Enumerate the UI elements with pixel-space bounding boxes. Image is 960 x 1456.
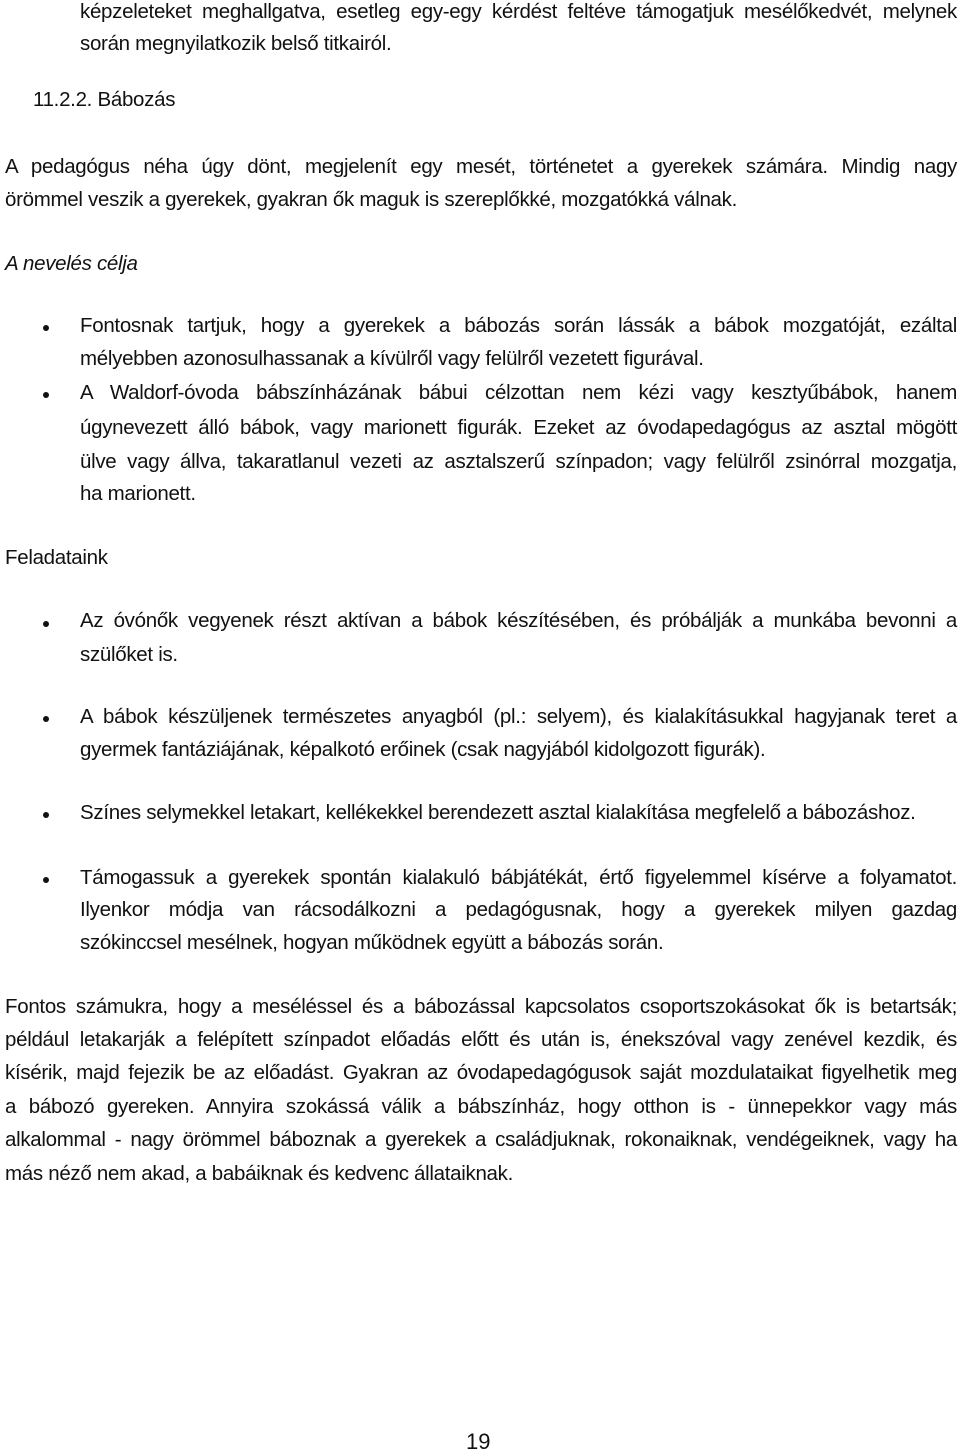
closing-para-line-4: a bábozó gyereken. Annyira szokássá válik a bábszínház, hogy otthon is - ünnepekkor vagy más — [5, 1095, 957, 1118]
page-number: 19 — [466, 1429, 491, 1454]
task-bullet-2-line-2: gyermek fantáziájának, képalkotó erőinek (csak nagyjából kidolgozott figurák). — [80, 738, 766, 761]
bullet-icon — [43, 325, 49, 331]
closing-para-line-5: alkalommal - nagy örömmel báboznak a gyerekek a családjuknak, rokonaiknak, vendégeiknek, vagy ha — [5, 1128, 957, 1151]
goal-bullet-2-line-1: A Waldorf-óvoda bábszínházának bábui célzottan nem kézi vagy kesztyűbábok, hanem — [80, 381, 957, 404]
bullet-icon — [43, 812, 49, 818]
goal-bullet-1-line-2: mélyebben azonosulhassanak a kívülről vagy felülről vezetett figurával. — [80, 347, 704, 370]
section-para-line-1: A pedagógus néha úgy dönt, megjelenít egy mesét, történetet a gyerekek számára. Mindig nagy — [5, 155, 957, 178]
bullet-icon — [43, 621, 49, 627]
task-bullet-1-line-2: szülőket is. — [80, 643, 178, 666]
closing-para-line-1: Fontos számukra, hogy a meséléssel és a bábozással kapcsolatos csoportszokásokat ők is betartsák; — [5, 995, 957, 1018]
task-bullet-2-line-1: A bábok készüljenek természetes anyagból (pl.: selyem), és kialakításukkal hagyjanak teret a — [80, 705, 957, 728]
goal-bullet-2-line-3: ülve vagy állva, takaratlanul vezeti az asztalszerű színpadon; vagy felülről zsinórral mozgatja, — [80, 450, 957, 473]
section-heading: 11.2.2. Bábozás — [33, 88, 176, 111]
bullet-icon — [43, 392, 49, 398]
goal-bullet-2-line-2: úgynevezett álló bábok, vagy marionett figurák. Ezeket az óvodapedagógus az asztal mögött — [80, 416, 957, 439]
goal-bullet-1-line-1: Fontosnak tartjuk, hogy a gyerekek a bábozás során lássák a bábok mozgatóját, ezáltal — [80, 314, 957, 337]
intro-line-2: során megnyilatkozik belső titkairól. — [80, 32, 392, 55]
tasks-heading: Feladataink — [5, 546, 108, 569]
task-bullet-4-line-3: szókinccsel mesélnek, hogyan működnek együtt a bábozás során. — [80, 931, 664, 954]
bullet-icon — [43, 716, 49, 722]
bullet-icon — [43, 877, 49, 883]
intro-line-1: képzeleteket meghallgatva, esetleg egy-egy kérdést feltéve támogatjuk mesélőkedvét, melynek — [80, 0, 957, 23]
goal-heading: A nevelés célja — [5, 252, 138, 275]
closing-para-line-3: kísérik, majd fejezik be az előadást. Gyakran az óvodapedagógusok saját mozdulataikat figyelhetik meg — [5, 1061, 957, 1084]
task-bullet-3-line-1: Színes selymekkel letakart, kellékekkel berendezett asztal kialakítása megfelelő a bábozáshoz. — [80, 801, 916, 824]
closing-para-line-6: más néző nem akad, a babáiknak és kedvenc állataiknak. — [5, 1162, 514, 1185]
task-bullet-4-line-1: Támogassuk a gyerekek spontán kialakuló bábjátékát, értő figyelemmel kísérve a folyamatot. — [80, 866, 957, 889]
task-bullet-4-line-2: Ilyenkor módja van rácsodálkozni a pedagógusnak, hogy a gyerekek milyen gazdag — [80, 898, 957, 921]
section-para-line-2: örömmel veszik a gyerekek, gyakran ők maguk is szereplőkké, mozgatókká válnak. — [5, 188, 738, 211]
closing-para-line-2: például letakarják a felépített színpadot előadás előtt és után is, énekszóval vagy zenével kezdik, és — [5, 1028, 957, 1051]
task-bullet-1-line-1: Az óvónők vegyenek részt aktívan a bábok készítésében, és próbálják a munkába bevonni a — [80, 609, 957, 632]
goal-bullet-2-line-4: ha marionett. — [80, 482, 196, 505]
